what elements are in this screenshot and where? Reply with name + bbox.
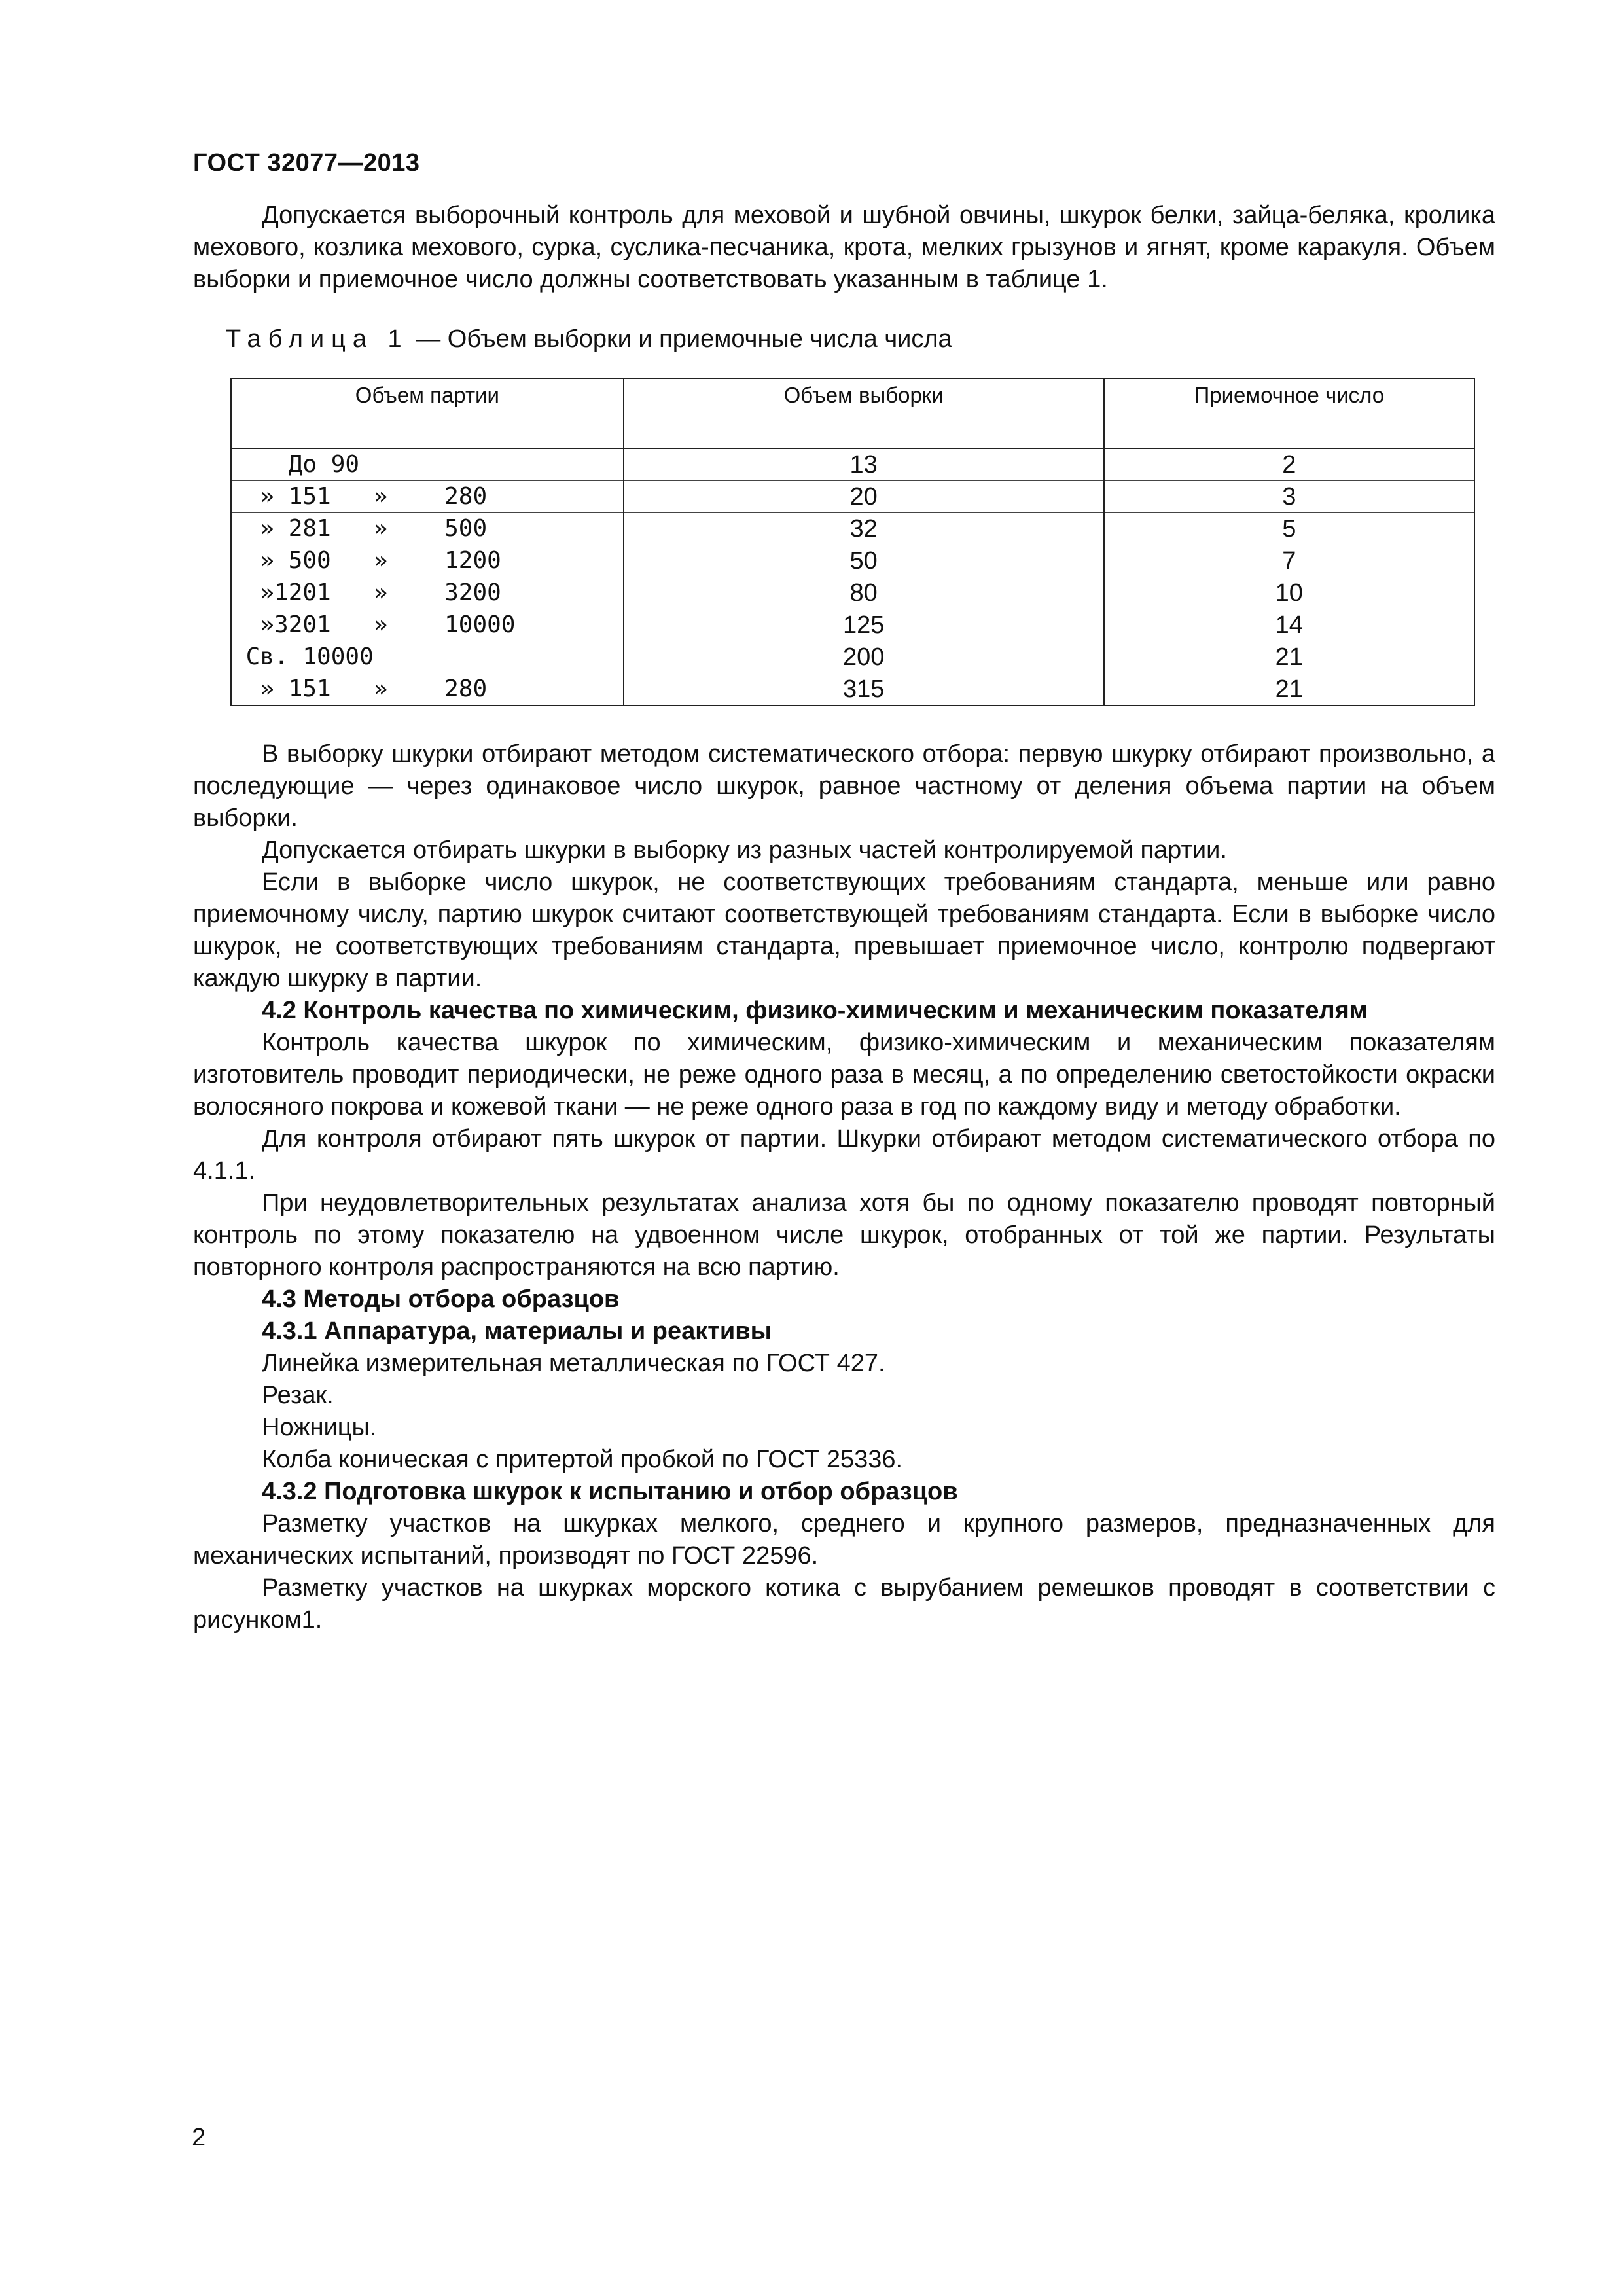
intro-block: [193, 200, 1495, 296]
list-item: Линейка измерительная металлическая по ГОСТ 427.: [262, 1350, 885, 1377]
paragraph: Допускается отбирать шкурки в выборку из разных частей контролируемой партии.: [262, 836, 1227, 864]
sampling-table: [230, 378, 1475, 706]
paragraph: Разметку участков на шкурках мелкого, среднего и крупного размеров, предназначенных для механических испытаний, производят по ГОСТ 22596.: [193, 1510, 1495, 1570]
table-cell: 14: [1104, 609, 1474, 641]
table-row: [231, 513, 1474, 545]
column-header: Объем партии: [231, 378, 624, 448]
table-cell: 200: [624, 641, 1104, 673]
table-row: [231, 641, 1474, 673]
table-cell: 21: [1104, 641, 1474, 673]
column-header: Объем выборки: [624, 378, 1104, 448]
table-cell: » 151 » 280: [231, 481, 624, 513]
table-cell: »3201 » 10000: [231, 609, 624, 641]
paragraph: В выборку шкурки отбирают методом систематического отбора: первую шкурку отбирают произвольно, а последующие — через одинаковое число шкурок, равное частному от деления объема партии на объем выборки.: [193, 740, 1495, 832]
table-cell: » 500 » 1200: [231, 545, 624, 577]
table-cell: 125: [624, 609, 1104, 641]
section-heading: 4.3 Методы отбора образцов: [262, 1285, 620, 1313]
table-caption-title: — Объем выборки и приемочные числа числа: [408, 325, 952, 353]
intro-paragraph: Допускается выборочный контроль для меховой и шубной овчины, шкурок белки, зайца-беляка, кролика мехового, козлика мехового, сурка, суслика-песчаника, крота, мелких грызунов и ягнят, кроме каракуля. Объем выборки и приемочное число должны соответствовать указанным в таблице 1.: [193, 202, 1495, 293]
table-row: [231, 481, 1474, 513]
page-number: 2: [192, 2124, 206, 2151]
table-row: [231, 448, 1474, 481]
paragraph: Разметку участков на шкурках морского котика с вырубанием ремешков проводят в соответствии с рисунком1.: [193, 1574, 1495, 1634]
table-cell: 3: [1104, 481, 1474, 513]
table-caption-prefix: Таблица 1: [226, 325, 409, 353]
table-cell: 10: [1104, 577, 1474, 609]
document-header: ГОСТ 32077—2013: [193, 149, 420, 177]
paragraph: Для контроля отбирают пять шкурок от партии. Шкурки отбирают методом систематического отбора по 4.1.1.: [193, 1125, 1495, 1185]
table-cell: 21: [1104, 673, 1474, 706]
list-item: Резак.: [262, 1382, 334, 1409]
table-row: [231, 545, 1474, 577]
table-cell: 13: [624, 448, 1104, 481]
subsection-heading: 4.3.1 Аппаратура, материалы и реактивы: [262, 1318, 772, 1345]
paragraph: Если в выборке число шкурок, не соответствующих требованиям стандарта, меньше или равно приемочному числу, партию шкурок считают соответствующей требованиям стандарта. Если в выборке число шкурок, не соответствующих требованиям стандарта, превышает приемочное число, контролю подвергают каждую шкурку в партии.: [193, 869, 1495, 992]
table-row: [231, 577, 1474, 609]
table-cell: 315: [624, 673, 1104, 706]
table-cell: До 90: [231, 448, 624, 481]
paragraph: При неудовлетворительных результатах анализа хотя бы по одному показателю проводят повторный контроль по этому показателю на удвоенном числе шкурок, отобранных от той же партии. Результаты повторного контроля распространяются на всю партию.: [193, 1189, 1495, 1281]
main-text: [193, 738, 1495, 1636]
table-cell: 32: [624, 513, 1104, 545]
list-item: Колба коническая с притертой пробкой по ГОСТ 25336.: [262, 1446, 903, 1473]
column-header: Приемочное число: [1104, 378, 1474, 448]
table-cell: Св. 10000: [231, 641, 624, 673]
table-row: [231, 673, 1474, 706]
section-heading: 4.2 Контроль качества по химическим, физико-химическим и механическим показателям: [262, 997, 1368, 1024]
table-cell: 7: [1104, 545, 1474, 577]
list-item: Ножницы.: [262, 1414, 377, 1441]
table-header-row: [231, 378, 1474, 448]
table-cell: 5: [1104, 513, 1474, 545]
table-cell: » 151 » 280: [231, 673, 624, 706]
table-cell: 2: [1104, 448, 1474, 481]
paragraph: Контроль качества шкурок по химическим, физико-химическим и механическим показателям изготовитель проводит периодически, не реже одного раза в месяц, а по определению светостойкости окраски волосяного покрова и кожевой ткани — не реже одного раза в год по каждому виду и методу обработки.: [193, 1029, 1495, 1121]
table-cell: »1201 » 3200: [231, 577, 624, 609]
table-cell: 50: [624, 545, 1104, 577]
table-caption: [226, 325, 952, 353]
table-cell: » 281 » 500: [231, 513, 624, 545]
table-cell: 20: [624, 481, 1104, 513]
table-cell: 80: [624, 577, 1104, 609]
table-row: [231, 609, 1474, 641]
subsection-heading: 4.3.2 Подготовка шкурок к испытанию и отбор образцов: [262, 1478, 958, 1505]
